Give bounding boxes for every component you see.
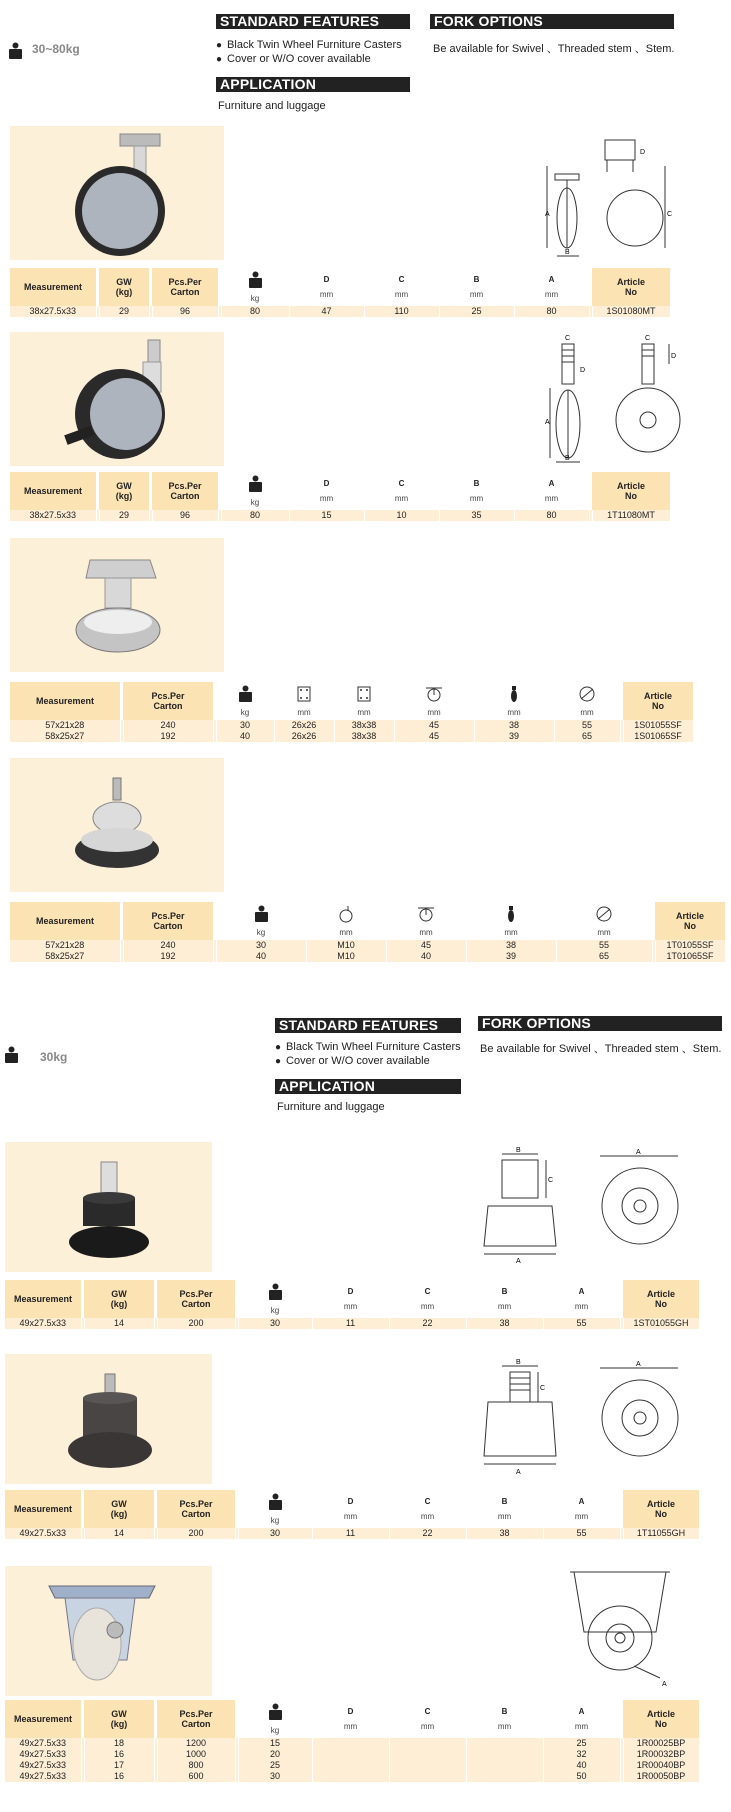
top-plate-icon [357,686,371,702]
features-title: STANDARD FEATURES [216,14,410,29]
table-row: 58x25x27 192 40 M10 40 39 65 1T01065SF [10,951,730,962]
table-row: 49x27.5x33 16 600 30 50 1R00050BP [5,1771,715,1782]
weight-icon [249,475,262,492]
svg-text:B: B [516,1359,521,1366]
weight-icon [249,271,262,288]
col-article: Article No [623,1700,699,1738]
col-article: Article No [623,682,693,720]
features-title: STANDARD FEATURES [275,1018,461,1033]
svg-text:A: A [662,1681,667,1688]
col-gw: GW (kg) [99,472,149,510]
table-row: 49x27.5x33 14 200 30 11 22 38 55 1T11055GH [5,1528,715,1539]
col-pcs: Pcs.Per Carton [123,682,213,720]
wheel-side-icon [506,906,516,922]
spec-table: Measurement Pcs.Per Carton kg mm mm mm mm Article No 57x21x28 240 30 M10 45 38 55 1T01055SF 58x25x27 192 40 M10 40 39 65 1T01065SF [10,902,731,962]
svg-text:B: B [565,249,570,256]
fork-title: FORK OPTIONS [478,1016,722,1031]
spec-table: Measurement GW (kg) Pcs.Per Carton kg D mm C mm B mm A mm Article No 49x27.5x33 18 1200 15 25 1R00025BP 49x27.5x33 16 1000 20 32 1R00032BP 49x27.5x33 17 800 25 40 1R00040BP 49x27.5x33 16 600 30 50 1R00050BP [5,1700,716,1782]
col-pcs: Pcs.Per Carton [152,268,218,306]
product-photo [5,1566,212,1696]
product-photo [5,1142,212,1272]
col-measurement: Measurement [10,682,120,720]
col-article: Article No [592,268,670,306]
spec-table: Measurement GW (kg) Pcs.Per Carton kg D mm C mm B mm A mm Article No 49x27.5x33 14 200 30 11 22 38 55 1ST01055GH [5,1280,716,1329]
wheel-diameter-icon [578,686,596,702]
svg-text:C: C [548,1177,554,1184]
application-text: Furniture and luggage [218,100,326,112]
svg-text:D: D [671,353,677,360]
threaded-stem-icon [336,906,356,922]
table-row: 49x27.5x33 17 800 25 40 1R00040BP [5,1760,715,1771]
product-photo [10,332,224,466]
feature-item: ● Cover or W/O cover available [216,52,371,67]
svg-text:A: A [545,419,550,426]
col-gw: GW (kg) [99,268,149,306]
col-pcs: Pcs.Per Carton [123,902,213,940]
col-pcs: Pcs.Per Carton [157,1700,235,1738]
fork-text: Be available for Swivel 、Threaded stem 、Stem. [480,1043,722,1055]
svg-text:D: D [640,149,646,156]
svg-text:A: A [545,211,550,218]
weight-range: 30kg [40,1050,68,1064]
application-title: APPLICATION [275,1079,461,1094]
technical-drawing [545,126,675,260]
table-row: 49x27.5x33 18 1200 15 25 1R00025BP [5,1738,715,1749]
wheel-side-icon [509,686,519,702]
svg-text:D: D [580,367,586,374]
application-text: Furniture and luggage [277,1101,385,1113]
svg-text:A: A [636,1361,641,1368]
col-gw: GW (kg) [84,1490,154,1528]
fork-text: Be available for Swivel 、Threaded stem 、Stem. [433,43,675,55]
col-gw: GW (kg) [84,1280,154,1318]
table-row: 57x21x28 240 30 26x26 38x38 45 38 55 1S01055SF [10,720,730,731]
svg-text:A: A [516,1258,521,1265]
col-article: Article No [623,1280,699,1318]
spec-table: Measurement Pcs.Per Carton kg mm mm mm mm mm Article No 57x21x28 240 30 26x26 38x38 45 38 55 1S01055SF 58x25x27 192 40 26x26 38x38 45 39 65 1S01065SF [10,682,731,742]
spec-table: Measurement GW (kg) Pcs.Per Carton kg D mm C mm B mm A mm Article No 49x27.5x33 14 200 30 11 22 38 55 1T11055GH [5,1490,716,1539]
col-article: Article No [655,902,725,940]
svg-text:A: A [516,1469,521,1476]
application-title: APPLICATION [216,77,410,92]
table-row: 49x27.5x33 14 200 30 11 22 38 55 1ST01055GH [5,1318,715,1329]
col-measurement: Measurement [10,268,96,306]
table-row: 57x21x28 240 30 M10 45 38 55 1T01055SF [10,940,730,951]
svg-text:C: C [540,1385,546,1392]
col-measurement: Measurement [10,902,120,940]
product-photo [10,758,224,892]
feature-item: ● Cover or W/O cover available [275,1054,430,1069]
top-plate-icon [297,686,311,702]
swivel-side-icon [416,906,436,922]
svg-text:C: C [645,335,651,342]
technical-drawing [560,1562,690,1692]
svg-text:C: C [565,335,571,342]
col-article: Article No [592,472,670,510]
technical-drawing [470,1146,690,1266]
technical-drawing [545,332,675,466]
fork-title: FORK OPTIONS [430,14,674,29]
weight-icon [5,1046,18,1063]
weight-icon [269,1283,282,1300]
swivel-side-icon [424,686,444,702]
table-row: 49x27.5x33 16 1000 20 32 1R00032BP [5,1749,715,1760]
weight-icon [255,905,268,922]
weight-icon [269,1703,282,1720]
svg-text:C: C [667,211,673,218]
weight-icon [239,685,252,702]
feature-item: ● Black Twin Wheel Furniture Casters [275,1040,461,1055]
svg-text:B: B [565,455,570,462]
spec-table: Measurement GW (kg) Pcs.Per Carton kg D mm C mm B mm A mm Article No 38x27.5x33 29 96 80 15 10 35 80 1T11080MT [10,472,731,521]
product-photo [10,126,224,260]
technical-drawing [470,1358,690,1478]
col-measurement: Measurement [5,1700,81,1738]
table-row: 38x27.5x33 29 96 80 47 110 25 80 1S01080MT [10,306,730,317]
product-photo [10,538,224,672]
product-photo [5,1354,212,1484]
svg-text:B: B [516,1147,521,1154]
col-measurement: Measurement [10,472,96,510]
table-row: 58x25x27 192 40 26x26 38x38 45 39 65 1S01065SF [10,731,730,742]
col-pcs: Pcs.Per Carton [152,472,218,510]
weight-range: 30~80kg [32,42,80,56]
col-article: Article No [623,1490,699,1528]
svg-text:A: A [636,1149,641,1156]
weight-icon [269,1493,282,1510]
weight-icon [9,42,22,59]
col-pcs: Pcs.Per Carton [157,1280,235,1318]
col-measurement: Measurement [5,1490,81,1528]
col-measurement: Measurement [5,1280,81,1318]
wheel-diameter-icon [595,906,613,922]
col-gw: GW (kg) [84,1700,154,1738]
spec-table: Measurement GW (kg) Pcs.Per Carton kg D mm C mm B mm A mm Article No 38x27.5x33 29 96 80 47 110 25 80 1S01080MT [10,268,731,317]
col-pcs: Pcs.Per Carton [157,1490,235,1528]
table-row: 38x27.5x33 29 96 80 15 10 35 80 1T11080MT [10,510,730,521]
feature-item: ● Black Twin Wheel Furniture Casters [216,38,402,53]
